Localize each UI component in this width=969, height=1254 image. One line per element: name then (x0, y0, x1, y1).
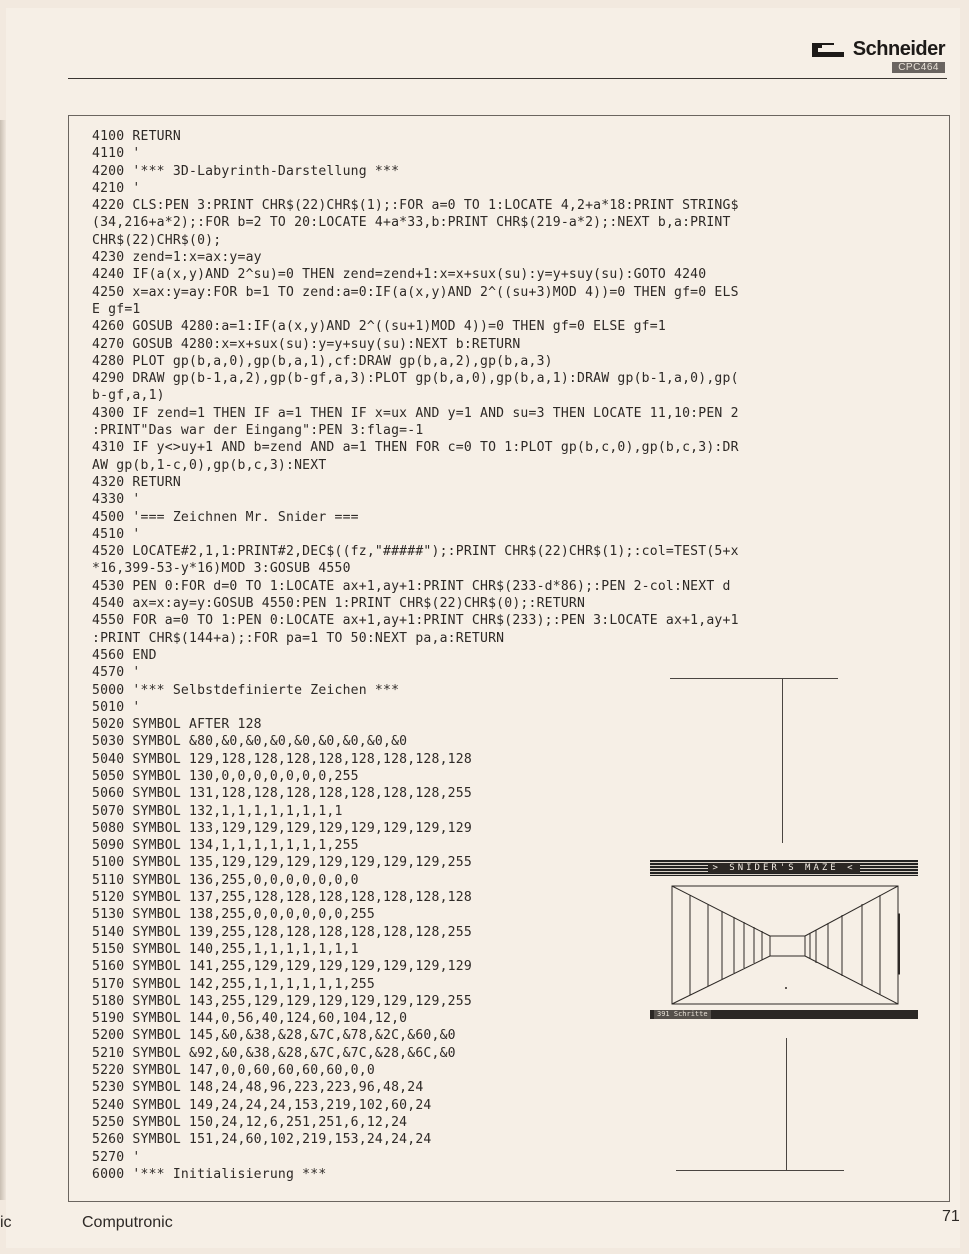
code-line: 4560 END (92, 647, 157, 663)
code-line: 5240 SYMBOL 149,24,24,24,153,219,102,60,24 (92, 1097, 432, 1113)
code-line: 4200 '*** 3D-Labyrinth-Darstellung *** (92, 163, 400, 179)
code-line: 5120 SYMBOL 137,255,128,128,128,128,128,128,128 (92, 890, 472, 906)
steps-counter: 391 Schritte (654, 1010, 711, 1019)
code-line: 4280 PLOT gp(b,a,0),gp(b,a,1),cf:DRAW gp(b,a,2),gp(b,a,3) (92, 353, 553, 369)
binding-edge (0, 120, 6, 1200)
footer-cut-text: ic (0, 1214, 12, 1231)
basic-listing (92, 128, 932, 1183)
model-badge: CPC464 (892, 62, 945, 73)
code-line: 4540 ax=x:ay=y:GOSUB 4550:PEN 1:PRINT CHR$(22)CHR$(0);:RETURN (92, 596, 586, 612)
code-line: 4550 FOR a=0 TO 1:PEN 0:LOCATE ax+1,ay+1:PRINT CHR$(233);:PEN 3:LOCATE ax+1,ay+1 (92, 613, 739, 629)
code-line: 5020 SYMBOL AFTER 128 (92, 717, 262, 733)
code-line: 4330 ' (92, 492, 141, 508)
schneider-logo (808, 38, 945, 73)
code-line: 5070 SYMBOL 132,1,1,1,1,1,1,1,1 (92, 803, 343, 819)
header-rule (68, 78, 947, 79)
code-line: 5010 ' (92, 699, 141, 715)
code-line: CHR$(22)CHR$(0); (92, 232, 222, 248)
code-line: 5180 SYMBOL 143,255,129,129,129,129,129,129,255 (92, 993, 472, 1009)
code-line: 4210 ' (92, 180, 141, 196)
code-line: 4250 x=ax:y=ay:FOR b=1 TO zend:a=0:IF(a(x,y)AND 2^((su+3)MOD 4))=0 THEN gf=0 ELS (92, 284, 739, 300)
code-line: 5000 '*** Selbstdefinierte Zeichen *** (92, 682, 400, 698)
code-line: 5220 SYMBOL 147,0,0,60,60,60,60,0,0 (92, 1063, 375, 1079)
code-line: 4270 GOSUB 4280:x=x+sux(su):y=y+suy(su):NEXT b:RETURN (92, 336, 521, 352)
code-line: 5260 SYMBOL 151,24,60,102,219,153,24,24,24 (92, 1132, 432, 1148)
maze-3d-view (670, 884, 900, 1008)
deco-line (782, 678, 783, 843)
code-line: b-gf,a,1) (92, 388, 165, 404)
code-line: E gf=1 (92, 301, 141, 317)
game-screenshot (650, 860, 920, 1018)
steps-bar (650, 1010, 918, 1019)
screenshot-title-bar (650, 860, 918, 876)
deco-line (670, 678, 838, 679)
code-line: 4260 GOSUB 4280:a=1:IF(a(x,y)AND 2^((su+1)MOD 4))=0 THEN gf=0 ELSE gf=1 (92, 319, 666, 335)
screenshot-title: > SNIDER'S MAZE < (708, 863, 859, 873)
code-line: 5230 SYMBOL 148,24,48,96,223,223,96,48,24 (92, 1080, 424, 1096)
code-line: 5100 SYMBOL 135,129,129,129,129,129,129,129,255 (92, 855, 472, 871)
code-line: 4310 IF y<>uy+1 AND b=zend AND a=1 THEN FOR c=0 TO 1:PLOT gp(b,c,0),gp(b,c,3):DR (92, 440, 739, 456)
schneider-logo-icon (808, 39, 848, 61)
code-line: 4510 ' (92, 526, 141, 542)
code-line: 5080 SYMBOL 133,129,129,129,129,129,129,129,129 (92, 820, 472, 836)
code-line: 4230 zend=1:x=ax:y=ay (92, 250, 262, 266)
code-line: 4500 '=== Zeichnen Mr. Snider === (92, 509, 359, 525)
code-line: 5130 SYMBOL 138,255,0,0,0,0,0,0,255 (92, 907, 375, 923)
code-line: 4110 ' (92, 146, 141, 162)
code-line: 5250 SYMBOL 150,24,12,6,251,251,6,12,24 (92, 1114, 408, 1130)
code-line: 4300 IF zend=1 THEN IF a=1 THEN IF x=ux AND y=1 AND su=3 THEN LOCATE 11,10:PEN 2 (92, 405, 739, 421)
code-line: 5040 SYMBOL 129,128,128,128,128,128,128,128,128 (92, 751, 472, 767)
code-line: 4570 ' (92, 665, 141, 681)
publication-name: Computronic (82, 1214, 173, 1231)
deco-line (676, 1170, 844, 1171)
code-line: 4240 IF(a(x,y)AND 2^su)=0 THEN zend=zend+1:x=x+sux(su):y=y+suy(su):GOTO 4240 (92, 267, 707, 283)
brand-name: Schneider (852, 38, 945, 60)
code-line: 4100 RETURN (92, 129, 181, 144)
deco-line (786, 1038, 787, 1170)
code-line: 5110 SYMBOL 136,255,0,0,0,0,0,0,0 (92, 872, 359, 888)
code-line: (34,216+a*2);:FOR b=2 TO 20:LOCATE 4+a*33,b:PRINT CHR$(219-a*2);:NEXT b,a:PRINT (92, 215, 731, 231)
code-line: 5200 SYMBOL 145,&0,&38,&28,&7C,&78,&2C,&60,&0 (92, 1028, 456, 1044)
code-line: :PRINT CHR$(144+a);:FOR pa=1 TO 50:NEXT pa,a:RETURN (92, 630, 505, 646)
code-line: 5170 SYMBOL 142,255,1,1,1,1,1,1,255 (92, 976, 375, 992)
page-number: 71 (942, 1208, 960, 1225)
code-line: 5090 SYMBOL 134,1,1,1,1,1,1,1,255 (92, 838, 359, 854)
code-line: 5190 SYMBOL 144,0,56,40,124,60,104,12,0 (92, 1011, 408, 1027)
code-line: 5160 SYMBOL 141,255,129,129,129,129,129,129,129 (92, 959, 472, 975)
code-line: 5030 SYMBOL &80,&0,&0,&0,&0,&0,&0,&0,&0 (92, 734, 408, 750)
code-line: 4290 DRAW gp(b-1,a,2),gp(b-gf,a,3):PLOT gp(b,a,0),gp(b,a,1):DRAW gp(b-1,a,0),gp( (92, 371, 739, 387)
code-line: 5060 SYMBOL 131,128,128,128,128,128,128,128,255 (92, 786, 472, 802)
code-line: 5150 SYMBOL 140,255,1,1,1,1,1,1,1 (92, 941, 359, 957)
code-line: 5050 SYMBOL 130,0,0,0,0,0,0,0,255 (92, 768, 359, 784)
code-line: 4520 LOCATE#2,1,1:PRINT#2,DEC$((fz,"#####");:PRINT CHR$(22)CHR$(1);:col=TEST(5+x (92, 544, 739, 560)
code-line: 5140 SYMBOL 139,255,128,128,128,128,128,128,255 (92, 924, 472, 940)
code-line: 4320 RETURN (92, 474, 181, 490)
code-line: 4220 CLS:PEN 3:PRINT CHR$(22)CHR$(1);:FOR a=0 TO 1:LOCATE 4,2+a*18:PRINT STRING$ (92, 198, 739, 214)
code-line: :PRINT"Das war der Eingang":PEN 3:flag=-1 (92, 423, 424, 439)
code-line: AW gp(b,1-c,0),gp(b,c,3):NEXT (92, 457, 327, 473)
code-line: 6000 '*** Initialisierung *** (92, 1166, 327, 1182)
code-line: 4530 PEN 0:FOR d=0 TO 1:LOCATE ax+1,ay+1:PRINT CHR$(233-d*86);:PEN 2-col:NEXT d (92, 578, 731, 594)
code-line: 5270 ' (92, 1149, 141, 1165)
code-line: *16,399-53-y*16)MOD 3:GOSUB 4550 (92, 561, 351, 577)
code-line: 5210 SYMBOL &92,&0,&38,&28,&7C,&7C,&28,&6C,&0 (92, 1045, 456, 1061)
